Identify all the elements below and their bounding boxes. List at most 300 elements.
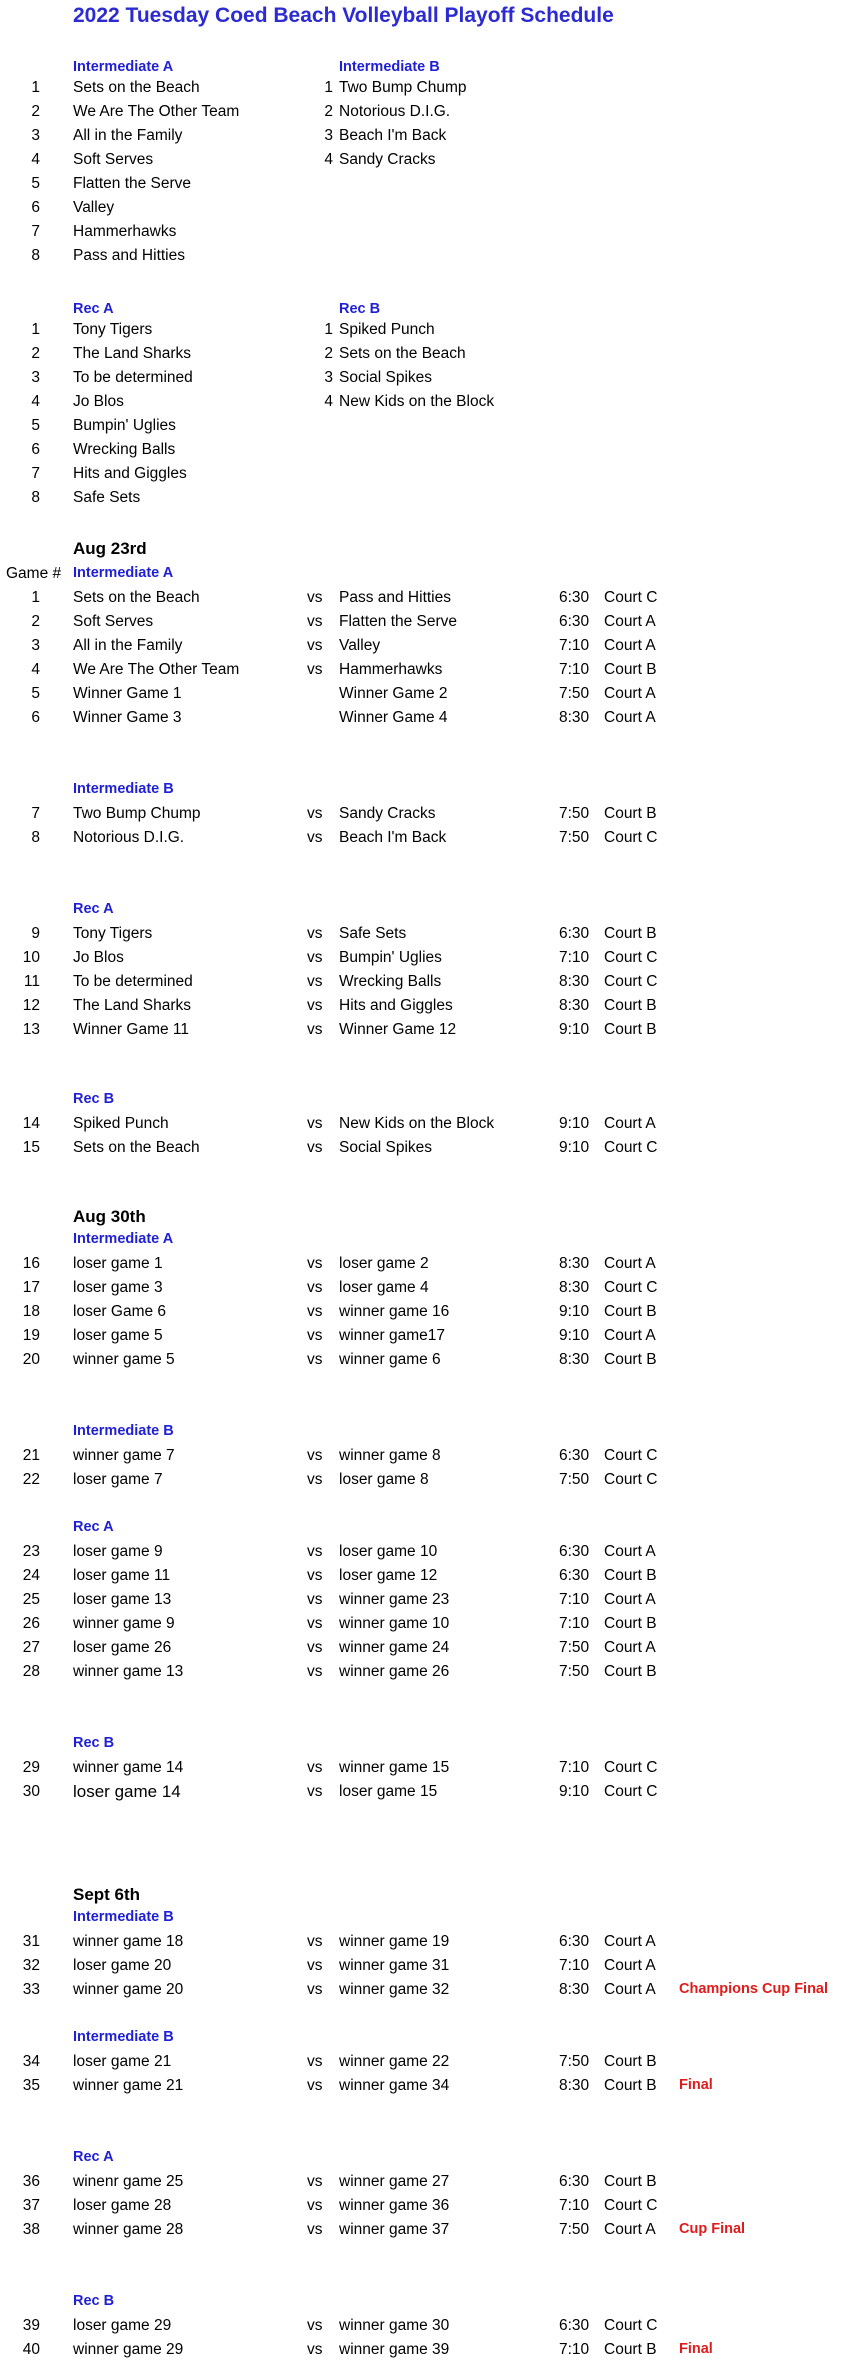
court-label: Court C xyxy=(604,973,658,990)
court-label: Court A xyxy=(604,1255,656,1272)
game-time: 7:50 xyxy=(559,829,590,846)
game-number: 9 xyxy=(31,925,40,942)
section-header: Intermediate B xyxy=(73,2029,174,2045)
team-home: Sets on the Beach xyxy=(73,1139,200,1156)
court-label: Court B xyxy=(604,1303,657,1320)
vs-label: vs xyxy=(307,1279,323,1296)
team-home: Winner Game 1 xyxy=(73,685,182,702)
game-time: 8:30 xyxy=(559,997,590,1014)
team-home: Jo Blos xyxy=(73,949,124,966)
game-time: 7:50 xyxy=(559,2053,590,2070)
team-away: Winner Game 4 xyxy=(339,709,448,726)
game-number: 14 xyxy=(22,1115,40,1132)
seed-number: 3 xyxy=(31,369,40,386)
final-badge: Cup Final xyxy=(679,2221,746,2237)
seed-team: Valley xyxy=(73,199,115,216)
team-home: Sets on the Beach xyxy=(73,589,200,606)
vs-label: vs xyxy=(307,1021,323,1038)
team-away: winner game 24 xyxy=(339,1639,450,1656)
seed-number: 8 xyxy=(31,489,40,506)
seed-team: Notorious D.I.G. xyxy=(339,103,451,120)
court-label: Court A xyxy=(604,1115,656,1132)
vs-label: vs xyxy=(307,973,323,990)
team-home: winner game 29 xyxy=(73,2341,184,2358)
seed-header: Rec B xyxy=(339,301,381,317)
court-label: Court A xyxy=(604,613,656,630)
court-label: Court C xyxy=(604,2197,658,2214)
team-home: loser game 5 xyxy=(73,1327,163,1344)
team-away: winner game 10 xyxy=(339,1615,450,1632)
team-away: winner game17 xyxy=(339,1327,445,1344)
game-number: 29 xyxy=(22,1759,40,1776)
seed-number: 1 xyxy=(31,79,40,96)
section-header: Intermediate B xyxy=(73,1909,174,1925)
game-time: 9:10 xyxy=(559,1115,590,1132)
game-number: 36 xyxy=(22,2173,40,2190)
game-time: 7:50 xyxy=(559,805,590,822)
vs-label: vs xyxy=(307,1783,323,1800)
seed-team: Flatten the Serve xyxy=(73,175,192,192)
court-label: Court B xyxy=(604,805,657,822)
seed-number: 1 xyxy=(31,321,40,338)
seed-team: All in the Family xyxy=(73,127,183,144)
section-header: Rec B xyxy=(73,1091,115,1107)
game-time: 6:30 xyxy=(559,1567,590,1584)
team-away: Wrecking Balls xyxy=(339,973,442,990)
court-label: Court B xyxy=(604,2341,657,2358)
game-time: 7:50 xyxy=(559,2221,590,2238)
team-away: winner game 27 xyxy=(339,2173,450,2190)
seed-number: 8 xyxy=(31,247,40,264)
game-number: 23 xyxy=(22,1543,40,1560)
team-away: Hits and Giggles xyxy=(339,997,453,1014)
team-away: winner game 34 xyxy=(339,2077,450,2094)
team-home: Winner Game 3 xyxy=(73,709,182,726)
section-header: Intermediate A xyxy=(73,1231,174,1247)
seed-team: Social Spikes xyxy=(339,369,433,386)
court-label: Court A xyxy=(604,709,656,726)
seed-number: 2 xyxy=(31,103,40,120)
seed-number: 7 xyxy=(31,223,40,240)
team-home: loser game 21 xyxy=(73,2053,172,2070)
game-time: 7:50 xyxy=(559,685,590,702)
vs-label: vs xyxy=(307,1255,323,1272)
seed-team: The Land Sharks xyxy=(73,345,192,362)
game-number: 26 xyxy=(22,1615,40,1632)
team-away: winner game 39 xyxy=(339,2341,450,2358)
vs-label: vs xyxy=(307,661,323,678)
game-number: 35 xyxy=(22,2077,40,2094)
team-home: loser game 13 xyxy=(73,1591,172,1608)
court-label: Court A xyxy=(604,1639,656,1656)
court-label: Court B xyxy=(604,1663,657,1680)
game-time: 7:10 xyxy=(559,2197,590,2214)
game-number: 18 xyxy=(22,1303,40,1320)
team-home: Winner Game 11 xyxy=(73,1021,190,1038)
team-away: Pass and Hitties xyxy=(339,589,451,606)
seed-team: We Are The Other Team xyxy=(73,103,240,120)
seed-number: 5 xyxy=(31,417,40,434)
game-number: 40 xyxy=(22,2341,40,2358)
team-away: Safe Sets xyxy=(339,925,407,942)
game-time: 7:10 xyxy=(559,1957,590,1974)
game-number: 13 xyxy=(22,1021,40,1038)
game-number: 15 xyxy=(22,1139,40,1156)
team-home: loser game 20 xyxy=(73,1957,172,1974)
seed-team: Safe Sets xyxy=(73,489,141,506)
seed-header: Rec A xyxy=(73,301,114,317)
vs-label: vs xyxy=(307,1567,323,1584)
vs-label: vs xyxy=(307,637,323,654)
game-time: 9:10 xyxy=(559,1021,590,1038)
game-number: 6 xyxy=(31,709,40,726)
game-time: 7:10 xyxy=(559,1591,590,1608)
team-home: Tony Tigers xyxy=(73,925,153,942)
team-home: loser game 14 xyxy=(73,1782,181,1801)
seed-number: 1 xyxy=(324,79,333,96)
team-home: winner game 7 xyxy=(73,1447,175,1464)
vs-label: vs xyxy=(307,2173,323,2190)
team-away: Winner Game 2 xyxy=(339,685,448,702)
game-number: 17 xyxy=(22,1279,40,1296)
court-label: Court B xyxy=(604,2077,657,2094)
vs-label: vs xyxy=(307,2317,323,2334)
vs-label: vs xyxy=(307,589,323,606)
team-away: winner game 26 xyxy=(339,1663,450,1680)
seed-number: 4 xyxy=(324,151,333,168)
team-home: loser game 29 xyxy=(73,2317,172,2334)
game-time: 7:10 xyxy=(559,1615,590,1632)
game-time: 6:30 xyxy=(559,2173,590,2190)
court-label: Court B xyxy=(604,1021,657,1038)
team-away: winner game 8 xyxy=(339,1447,441,1464)
court-label: Court C xyxy=(604,1783,658,1800)
seed-number: 6 xyxy=(31,199,40,216)
game-time: 7:10 xyxy=(559,661,590,678)
team-away: winner game 37 xyxy=(339,2221,450,2238)
team-home: winner game 21 xyxy=(73,2077,184,2094)
section-header: Rec A xyxy=(73,1519,114,1535)
team-away: Winner Game 12 xyxy=(339,1021,457,1038)
vs-label: vs xyxy=(307,1933,323,1950)
seed-number: 3 xyxy=(324,369,333,386)
game-number: 2 xyxy=(31,613,40,630)
vs-label: vs xyxy=(307,1615,323,1632)
vs-label: vs xyxy=(307,2221,323,2238)
team-away: New Kids on the Block xyxy=(339,1115,495,1132)
game-time: 8:30 xyxy=(559,1255,590,1272)
team-home: Soft Serves xyxy=(73,613,154,630)
day-header: Sept 6th xyxy=(73,1885,141,1904)
team-away: loser game 8 xyxy=(339,1471,429,1488)
seed-team: Spiked Punch xyxy=(339,321,435,338)
team-home: winner game 20 xyxy=(73,1981,184,1998)
team-away: Hammerhawks xyxy=(339,661,443,678)
vs-label: vs xyxy=(307,805,323,822)
vs-label: vs xyxy=(307,1981,323,1998)
seed-number: 7 xyxy=(31,465,40,482)
court-label: Court C xyxy=(604,949,658,966)
game-time: 9:10 xyxy=(559,1783,590,1800)
section-header: Intermediate B xyxy=(73,781,174,797)
game-number: 30 xyxy=(22,1783,40,1800)
vs-label: vs xyxy=(307,2053,323,2070)
seed-team: Sandy Cracks xyxy=(339,151,436,168)
game-time: 7:10 xyxy=(559,2341,590,2358)
game-time: 9:10 xyxy=(559,1327,590,1344)
game-number: 19 xyxy=(22,1327,40,1344)
team-home: To be determined xyxy=(73,973,193,990)
team-away: loser game 15 xyxy=(339,1783,438,1800)
team-away: winner game 19 xyxy=(339,1933,450,1950)
final-badge: Final xyxy=(679,2341,713,2357)
team-home: loser game 28 xyxy=(73,2197,172,2214)
vs-label: vs xyxy=(307,1303,323,1320)
vs-label: vs xyxy=(307,1327,323,1344)
team-away: loser game 12 xyxy=(339,1567,438,1584)
team-home: winner game 28 xyxy=(73,2221,184,2238)
seed-team: Pass and Hitties xyxy=(73,247,185,264)
court-label: Court B xyxy=(604,2053,657,2070)
game-number: 25 xyxy=(22,1591,40,1608)
court-label: Court B xyxy=(604,1567,657,1584)
team-home: winner game 13 xyxy=(73,1663,184,1680)
game-time: 6:30 xyxy=(559,1447,590,1464)
team-home: All in the Family xyxy=(73,637,183,654)
court-label: Court A xyxy=(604,1591,656,1608)
game-time: 8:30 xyxy=(559,709,590,726)
court-label: Court C xyxy=(604,1139,658,1156)
game-number: 38 xyxy=(22,2221,40,2238)
team-home: loser game 26 xyxy=(73,1639,172,1656)
court-label: Court C xyxy=(604,2317,658,2334)
seed-team: Sets on the Beach xyxy=(73,79,200,96)
court-label: Court C xyxy=(604,1759,658,1776)
section-header: Rec A xyxy=(73,901,114,917)
seed-team: Wrecking Balls xyxy=(73,441,176,458)
court-label: Court C xyxy=(604,829,658,846)
game-time: 6:30 xyxy=(559,2317,590,2334)
game-number: 21 xyxy=(22,1447,40,1464)
vs-label: vs xyxy=(307,1639,323,1656)
game-time: 6:30 xyxy=(559,1543,590,1560)
team-away: winner game 6 xyxy=(339,1351,441,1368)
court-label: Court C xyxy=(604,1471,658,1488)
game-time: 8:30 xyxy=(559,1351,590,1368)
court-label: Court A xyxy=(604,1933,656,1950)
team-home: winner game 14 xyxy=(73,1759,184,1776)
vs-label: vs xyxy=(307,829,323,846)
seed-team: Hammerhawks xyxy=(73,223,177,240)
vs-label: vs xyxy=(307,997,323,1014)
seed-number: 6 xyxy=(31,441,40,458)
court-label: Court A xyxy=(604,1543,656,1560)
section-header: Rec A xyxy=(73,2149,114,2165)
section-header: Intermediate B xyxy=(73,1423,174,1439)
team-home: winner game 18 xyxy=(73,1933,184,1950)
game-number: 31 xyxy=(22,1933,40,1950)
vs-label: vs xyxy=(307,925,323,942)
team-home: The Land Sharks xyxy=(73,997,192,1014)
court-label: Court A xyxy=(604,637,656,654)
vs-label: vs xyxy=(307,1447,323,1464)
seed-team: Bumpin' Uglies xyxy=(73,417,176,434)
team-home: Spiked Punch xyxy=(73,1115,169,1132)
final-badge: Champions Cup Final xyxy=(679,1981,829,1997)
day-header: Aug 23rd xyxy=(73,539,147,558)
vs-label: vs xyxy=(307,1759,323,1776)
seed-team: Jo Blos xyxy=(73,393,124,410)
game-number: 8 xyxy=(31,829,40,846)
court-label: Court B xyxy=(604,1615,657,1632)
court-label: Court C xyxy=(604,1447,658,1464)
team-home: winner game 9 xyxy=(73,1615,175,1632)
court-label: Court B xyxy=(604,2173,657,2190)
seed-number: 3 xyxy=(31,127,40,144)
court-label: Court A xyxy=(604,2221,656,2238)
vs-label: vs xyxy=(307,2341,323,2358)
team-home: winner game 5 xyxy=(73,1351,175,1368)
vs-label: vs xyxy=(307,1139,323,1156)
seed-team: Sets on the Beach xyxy=(339,345,466,362)
seed-team: Two Bump Chump xyxy=(339,79,467,96)
team-away: loser game 10 xyxy=(339,1543,438,1560)
team-away: Bumpin' Uglies xyxy=(339,949,442,966)
vs-label: vs xyxy=(307,2197,323,2214)
game-time: 8:30 xyxy=(559,1981,590,1998)
seed-number: 3 xyxy=(324,127,333,144)
game-number: 1 xyxy=(31,589,40,606)
vs-label: vs xyxy=(307,2077,323,2094)
court-label: Court A xyxy=(604,1957,656,1974)
game-time: 6:30 xyxy=(559,1933,590,1950)
game-time: 9:10 xyxy=(559,1303,590,1320)
game-time: 7:10 xyxy=(559,1759,590,1776)
game-time: 7:50 xyxy=(559,1471,590,1488)
game-time: 8:30 xyxy=(559,2077,590,2094)
seed-team: New Kids on the Block xyxy=(339,393,495,410)
game-number: 24 xyxy=(22,1567,40,1584)
game-time: 7:10 xyxy=(559,637,590,654)
final-badge: Final xyxy=(679,2077,713,2093)
seed-number: 1 xyxy=(324,321,333,338)
court-label: Court B xyxy=(604,661,657,678)
section-header: Rec B xyxy=(73,1735,115,1751)
game-number: 11 xyxy=(23,973,40,990)
team-home: loser game 11 xyxy=(73,1567,171,1584)
vs-label: vs xyxy=(307,1591,323,1608)
seed-team: Beach I'm Back xyxy=(339,127,447,144)
court-label: Court B xyxy=(604,1351,657,1368)
team-home: loser Game 6 xyxy=(73,1303,167,1320)
team-home: loser game 9 xyxy=(73,1543,163,1560)
game-time: 6:30 xyxy=(559,613,590,630)
court-label: Court A xyxy=(604,1981,656,1998)
game-time: 6:30 xyxy=(559,925,590,942)
vs-label: vs xyxy=(307,1663,323,1680)
game-time: 7:10 xyxy=(559,949,590,966)
game-time: 8:30 xyxy=(559,973,590,990)
team-away: winner game 15 xyxy=(339,1759,450,1776)
game-number: 4 xyxy=(31,661,40,678)
seed-number: 2 xyxy=(31,345,40,362)
team-away: winner game 30 xyxy=(339,2317,450,2334)
team-home: Notorious D.I.G. xyxy=(73,829,185,846)
team-home: winenr game 25 xyxy=(73,2173,184,2190)
game-number: 3 xyxy=(31,637,40,654)
court-label: Court C xyxy=(604,589,658,606)
vs-label: vs xyxy=(307,1957,323,1974)
team-away: winner game 36 xyxy=(339,2197,450,2214)
team-away: Flatten the Serve xyxy=(339,613,458,630)
game-time: 8:30 xyxy=(559,1279,590,1296)
seed-team: Soft Serves xyxy=(73,151,154,168)
game-number: 10 xyxy=(22,949,40,966)
day-header: Aug 30th xyxy=(73,1207,146,1226)
team-home: Two Bump Chump xyxy=(73,805,201,822)
game-number: 32 xyxy=(22,1957,40,1974)
seed-header: Intermediate B xyxy=(339,59,440,75)
game-time: 7:50 xyxy=(559,1639,590,1656)
team-away: Beach I'm Back xyxy=(339,829,447,846)
page-title: 2022 Tuesday Coed Beach Volleyball Playoff Schedule xyxy=(73,4,614,27)
court-label: Court B xyxy=(604,997,657,1014)
team-away: winner game 22 xyxy=(339,2053,450,2070)
game-time: 9:10 xyxy=(559,1139,590,1156)
seed-number: 2 xyxy=(324,345,333,362)
game-number: 34 xyxy=(22,2053,40,2070)
game-number: 5 xyxy=(31,685,40,702)
game-number: 22 xyxy=(22,1471,40,1488)
court-label: Court C xyxy=(604,1279,658,1296)
team-home: loser game 7 xyxy=(73,1471,163,1488)
team-away: loser game 4 xyxy=(339,1279,429,1296)
game-time: 6:30 xyxy=(559,589,590,606)
seed-team: Tony Tigers xyxy=(73,321,153,338)
team-home: We Are The Other Team xyxy=(73,661,240,678)
game-number: 39 xyxy=(22,2317,40,2334)
vs-label: vs xyxy=(307,1351,323,1368)
seed-number: 4 xyxy=(31,151,40,168)
game-number-column-header: Game # xyxy=(6,565,62,582)
seed-header: Intermediate A xyxy=(73,59,174,75)
court-label: Court A xyxy=(604,685,656,702)
game-number: 20 xyxy=(22,1351,40,1368)
team-away: Sandy Cracks xyxy=(339,805,436,822)
team-away: winner game 16 xyxy=(339,1303,450,1320)
court-label: Court A xyxy=(604,1327,656,1344)
team-away: winner game 23 xyxy=(339,1591,450,1608)
team-away: loser game 2 xyxy=(339,1255,429,1272)
section-header: Intermediate A xyxy=(73,565,174,581)
seed-number: 4 xyxy=(31,393,40,410)
game-number: 37 xyxy=(22,2197,40,2214)
team-away: winner game 32 xyxy=(339,1981,450,1998)
vs-label: vs xyxy=(307,613,323,630)
court-label: Court B xyxy=(604,925,657,942)
game-number: 27 xyxy=(22,1639,40,1656)
vs-label: vs xyxy=(307,1471,323,1488)
team-home: loser game 3 xyxy=(73,1279,163,1296)
seed-number: 4 xyxy=(324,393,333,410)
vs-label: vs xyxy=(307,1543,323,1560)
game-number: 16 xyxy=(22,1255,40,1272)
team-home: loser game 1 xyxy=(73,1255,163,1272)
team-away: Valley xyxy=(339,637,381,654)
seed-team: Hits and Giggles xyxy=(73,465,187,482)
seed-number: 2 xyxy=(324,103,333,120)
vs-label: vs xyxy=(307,949,323,966)
